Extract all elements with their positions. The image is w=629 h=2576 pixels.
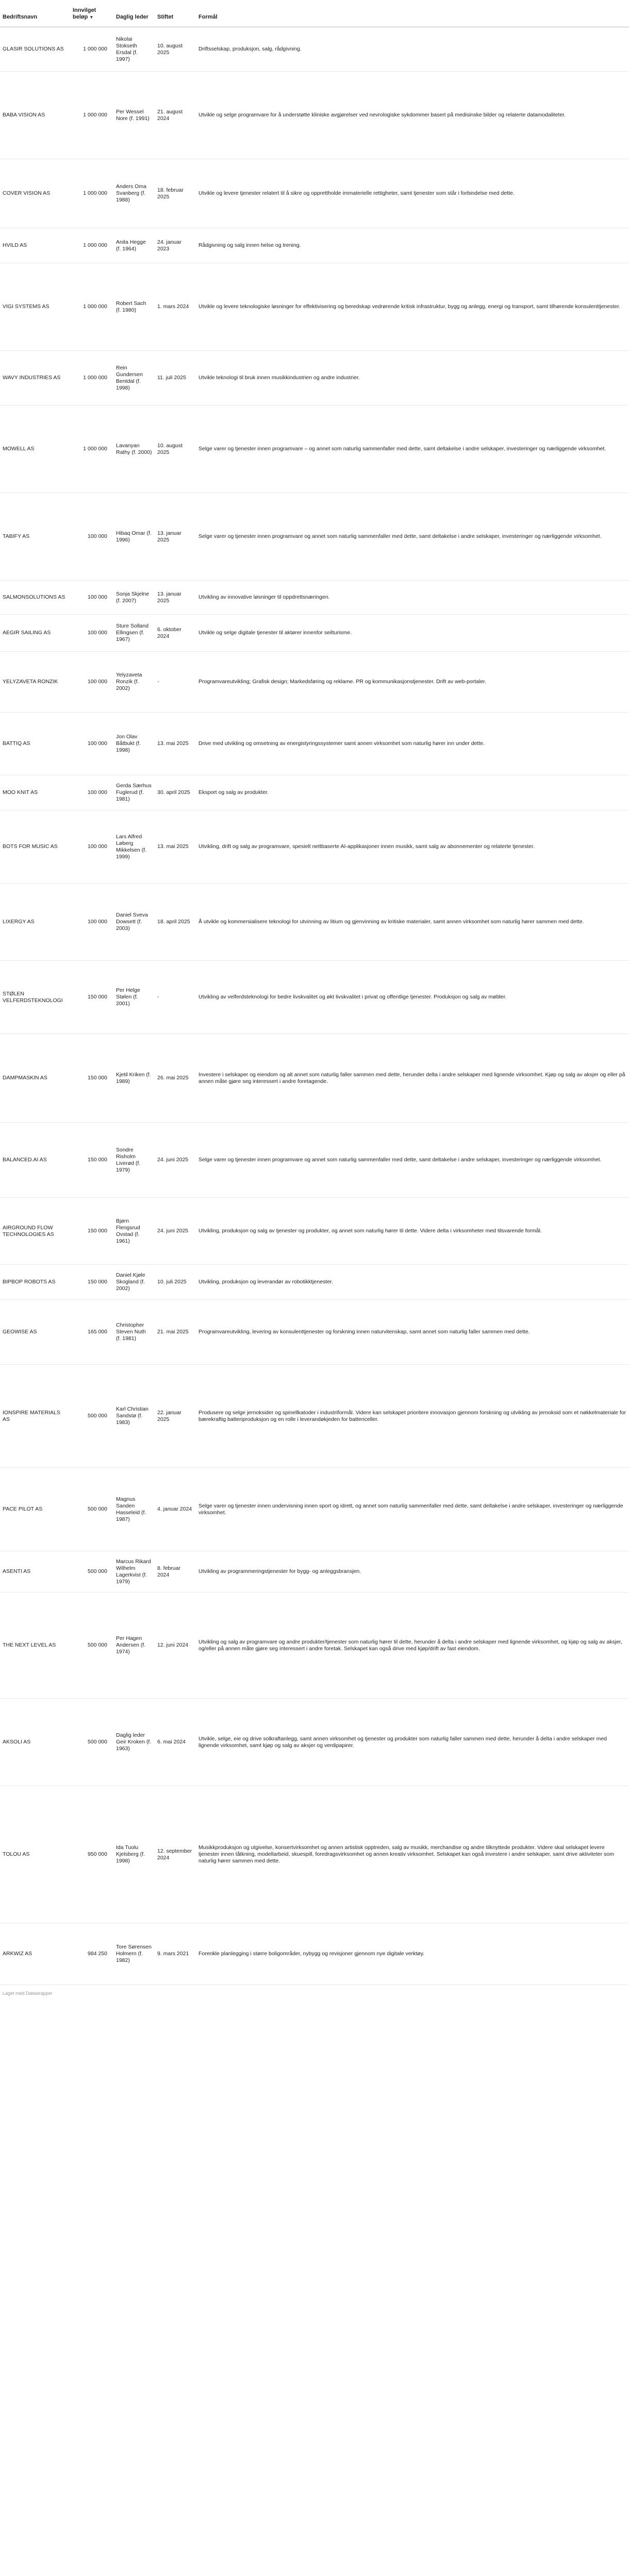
leader-cell: Jon Olav Båtbukt (f. 1998) xyxy=(113,713,155,775)
amount-cell: 1 000 000 xyxy=(70,351,113,405)
leader-cell: Sonja Skjelne (f. 2007) xyxy=(113,581,155,615)
table-row xyxy=(0,1786,629,1923)
purpose-cell: Eksport og salg av produkter. xyxy=(196,775,629,810)
purpose-cell: Utvikle og selge programvare for å understøtte kliniske avgjørelser ved nevrologiske sykdommer basert på medisinske bilder og relaterte datamodaliteter. xyxy=(196,72,629,159)
purpose-cell: Utvikling, drift og salg av programvare, spesielt nettbaserte AI-applikasjoner innen musikk, samt salg av abonnementer og relaterte tjenester. xyxy=(196,810,629,884)
company-name-cell: THE NEXT LEVEL AS xyxy=(0,1592,70,1699)
company-name-cell: BOTS FOR MUSIC AS xyxy=(0,810,70,884)
leader-cell: Marcus Rikard Wilhelm Lagerkvist (f. 1979) xyxy=(113,1551,155,1592)
company-name-cell: BALANCED.AI AS xyxy=(0,1123,70,1198)
founded-cell: 8. februar 2024 xyxy=(155,1551,196,1592)
table-row xyxy=(0,1034,629,1123)
company-name-cell: GLASIR SOLUTIONS AS xyxy=(0,27,70,72)
amount-cell: 100 000 xyxy=(70,493,113,581)
table-row xyxy=(0,713,629,775)
amount-cell: 500 000 xyxy=(70,1699,113,1786)
company-name-cell: COVER VISION AS xyxy=(0,159,70,228)
founded-cell: 24. juni 2025 xyxy=(155,1123,196,1198)
leader-cell: Magnus Sanden Hasseleid (f. 1987) xyxy=(113,1468,155,1551)
founded-cell: 26. mai 2025 xyxy=(155,1034,196,1123)
leader-cell: Daglig leder Geir Kroken (f. 1963) xyxy=(113,1699,155,1786)
table-row xyxy=(0,1265,629,1300)
amount-cell: 500 000 xyxy=(70,1468,113,1551)
leader-cell: Anders Oma Svanberg (f. 1988) xyxy=(113,159,155,228)
company-name-cell: YELYZAVETA RONZIK xyxy=(0,652,70,713)
purpose-cell: Utvikle, selge, eie og drive solkraftanlegg, samt annen virksomhet og tjenester og produkter som naturlig faller sammen med dette, herunder å delta i andre selskaper med lignende virksomhet, samt kjøp og salg av aksjer og verdipapirer. xyxy=(196,1699,629,1786)
purpose-cell: Musikkproduksjon og utgivelse, konsertvirksomhet og annen artistisk opptreden, salg av musikk, merchandise og andre tilknyttede produkter. Videre skal selskapet levere tjenester innen tåtkning, modellarbeid, skuespill, foredragsvirksomhet og annen kreativ virksomhet. Selskapet kan også investere i andre selskaper, samt drive aktiviteter som naturlig hører sammen med dette. xyxy=(196,1786,629,1923)
table-row xyxy=(0,228,629,263)
header-company-name[interactable]: Bedriftsnavn xyxy=(0,0,70,27)
purpose-cell: Investere i selskaper og eiendom og alt annet som naturlig faller sammen med dette, herunder delta i andre selskaper med lignende virksomhet. Kjøp og salg av aksjer og eller på annen måte gjøre seg interessert i andre foretagende. xyxy=(196,1034,629,1123)
founded-cell: 18. april 2025 xyxy=(155,884,196,961)
amount-cell: 1 000 000 xyxy=(70,27,113,72)
company-name-cell: AKSOLI AS xyxy=(0,1699,70,1786)
amount-cell: 150 000 xyxy=(70,1034,113,1123)
purpose-cell: Utvikling, produksjon og leverandør av robotikktjenester. xyxy=(196,1265,629,1300)
purpose-cell: Rådgivning og salg innen helse og trening. xyxy=(196,228,629,263)
company-name-cell: IONSPIRE MATERIALS AS xyxy=(0,1365,70,1468)
amount-cell: 100 000 xyxy=(70,810,113,884)
company-name-cell: AIRGROUND FLOW TECHNOLOGIES AS xyxy=(0,1198,70,1265)
amount-cell: 500 000 xyxy=(70,1551,113,1592)
amount-cell: 150 000 xyxy=(70,961,113,1034)
amount-cell: 100 000 xyxy=(70,581,113,615)
company-name-cell: SALMONSOLUTIONS AS xyxy=(0,581,70,615)
purpose-cell: Utvikle og levere teknologiske løsninger for effektivisering og beredskap vedrørende kritisk infrastruktur, bygg og anlegg, energi og transport, samt tilhørende konsulenttjenester. xyxy=(196,263,629,351)
table-row xyxy=(0,405,629,493)
founded-cell: 1. mars 2024 xyxy=(155,263,196,351)
purpose-cell: Forenkle planlegging i større boligområder, nybygg og revisjoner gjennom nye digitale verktøy. xyxy=(196,1923,629,1985)
founded-cell: - xyxy=(155,961,196,1034)
founded-cell: 21. mai 2025 xyxy=(155,1300,196,1365)
company-name-cell: GEOWISE AS xyxy=(0,1300,70,1365)
founded-cell: 22. januar 2025 xyxy=(155,1365,196,1468)
sort-desc-icon: ▼ xyxy=(89,15,94,20)
company-name-cell: PACE PILOT AS xyxy=(0,1468,70,1551)
amount-cell: 1 000 000 xyxy=(70,72,113,159)
purpose-cell: Selge varer og tjenester innen programvare og annet som naturlig sammenfaller med dette, samt deltakelse i andre selskaper, investeringer og nærliggende virksomhet. xyxy=(196,493,629,581)
leader-cell: Kjetil Kriken (f. 1989) xyxy=(113,1034,155,1123)
founded-cell: 12. juni 2024 xyxy=(155,1592,196,1699)
table-row xyxy=(0,775,629,810)
founded-cell: 13. januar 2025 xyxy=(155,581,196,615)
founded-cell: 11. juli 2025 xyxy=(155,351,196,405)
purpose-cell: Selge varer og tjenester innen programvare og annet som naturlig sammenfaller med dette, samt deltakelse i andre selskaper, investeringer og nærliggende virksomhet. xyxy=(196,1123,629,1198)
leader-cell: Per Wessel Nore (f. 1991) xyxy=(113,72,155,159)
amount-cell: 984 250 xyxy=(70,1923,113,1985)
founded-cell: 6. mai 2024 xyxy=(155,1699,196,1786)
company-name-cell: TABIFY AS xyxy=(0,493,70,581)
purpose-cell: Programvareutvikling, levering av konsulenttjenester og forskning innen naturvitenskap, samt annet som naturlig faller sammen med dette. xyxy=(196,1300,629,1365)
leader-cell: Gerda Særhus Fuglerud (f. 1981) xyxy=(113,775,155,810)
purpose-cell: Utvikle og selge digitale tjenester til aktører innenfor seilturisme. xyxy=(196,615,629,652)
founded-cell: 13. mai 2025 xyxy=(155,713,196,775)
table-row xyxy=(0,27,629,72)
amount-cell: 100 000 xyxy=(70,775,113,810)
amount-cell: 150 000 xyxy=(70,1123,113,1198)
table-row xyxy=(0,1365,629,1468)
purpose-cell: Driftsselskap, produksjon, salg, rådgivning. xyxy=(196,27,629,72)
table-header xyxy=(0,0,629,27)
founded-cell: 4. januar 2024 xyxy=(155,1468,196,1551)
founded-cell: 30. april 2025 xyxy=(155,775,196,810)
purpose-cell: Utvikling av programmeringstjenester for bygg- og anleggsbransjen. xyxy=(196,1551,629,1592)
leader-cell: Anita Hegge (f. 1964) xyxy=(113,228,155,263)
founded-cell: 24. januar 2023 xyxy=(155,228,196,263)
table-row xyxy=(0,1468,629,1551)
company-name-cell: ARKWIZ AS xyxy=(0,1923,70,1985)
founded-cell: 10. august 2025 xyxy=(155,27,196,72)
table-row xyxy=(0,652,629,713)
company-name-cell: ASENTI AS xyxy=(0,1551,70,1592)
table-row xyxy=(0,1592,629,1699)
table-row xyxy=(0,263,629,351)
amount-cell: 100 000 xyxy=(70,884,113,961)
founded-cell: 24. juni 2025 xyxy=(155,1198,196,1265)
purpose-cell: Utvikling av velferdsteknologi for bedre livskvalitet og økt livskvalitet i privat og offentlige tjenester. Produksjon og salg av møbler. xyxy=(196,961,629,1034)
table-row xyxy=(0,961,629,1034)
purpose-cell: Utvikling og salg av programvare og andre produkter/tjenester som naturlig hører til dette, herunder å delta i andre selskaper med lignende virksomhet, og kjøp og salg av aksjer, og/eller på annen måte gjøre seg interessert i andre foretak. Selskapet kan også drive med kjøp/drift av fast eiendom. xyxy=(196,1592,629,1699)
purpose-cell: Selge varer og tjenester innen programvare – og annet som naturlig sammenfaller med dette, samt deltakelse i andre selskaper, investeringer og nærliggende virksomhet. xyxy=(196,405,629,493)
company-name-cell: BABA VISION AS xyxy=(0,72,70,159)
amount-cell: 1 000 000 xyxy=(70,405,113,493)
table-row xyxy=(0,1923,629,1985)
footer-credit: Laget med Datawrapper xyxy=(3,1991,53,1996)
founded-cell: 21. august 2024 xyxy=(155,72,196,159)
amount-cell: 100 000 xyxy=(70,615,113,652)
company-name-cell: HVILD AS xyxy=(0,228,70,263)
amount-cell: 500 000 xyxy=(70,1592,113,1699)
founded-cell: 10. august 2025 xyxy=(155,405,196,493)
leader-cell: Robert Sach (f. 1980) xyxy=(113,263,155,351)
header-purpose[interactable]: Formål xyxy=(196,0,629,27)
leader-cell: Tore Sørensen Holmern (f. 1982) xyxy=(113,1923,155,1985)
table-row xyxy=(0,493,629,581)
company-name-cell: BIPBOP ROBOTS AS xyxy=(0,1265,70,1300)
founded-cell: 9. mars 2021 xyxy=(155,1923,196,1985)
founded-cell: - xyxy=(155,652,196,713)
amount-cell: 150 000 xyxy=(70,1265,113,1300)
leader-cell: Per Helge Stølen (f. 2001) xyxy=(113,961,155,1034)
founded-cell: 10. juli 2025 xyxy=(155,1265,196,1300)
leader-cell: Rein Gundersen Bentdal (f. 1998) xyxy=(113,351,155,405)
purpose-cell: Å utvikle og kommersialisere teknologi for utvinning av litium og gjenvinning av kritiske materialer, samt annen virksomhet som naturlig hører sammen med dette. xyxy=(196,884,629,961)
purpose-cell: Utvikle og levere tjenester relatert til å sikre og opprettholde immaterielle rettigheter, samt tjenester som står i forbindelse med dette. xyxy=(196,159,629,228)
table-body xyxy=(0,27,629,1985)
leader-cell: Christopher Steven Nuth (f. 1981) xyxy=(113,1300,155,1365)
company-name-cell: WAVY INDUSTRIES AS xyxy=(0,351,70,405)
purpose-cell: Selge varer og tjenester innen undervisning innen sport og idrett, og annet som naturlig sammenfaller med dette, samt deltakelse i andre selskaper, investeringer og nærliggende virksomhet. xyxy=(196,1468,629,1551)
founded-cell: 13. januar 2025 xyxy=(155,493,196,581)
table-row xyxy=(0,1123,629,1198)
leader-cell: Hibaq Omar (f. 1996) xyxy=(113,493,155,581)
company-name-cell: MOWELL AS xyxy=(0,405,70,493)
leader-cell: Bjørn Flengsrud Ovstad (f. 1961) xyxy=(113,1198,155,1265)
purpose-cell: Utvikle teknologi til bruk innen musikkindustrien og andre industrier. xyxy=(196,351,629,405)
table-row xyxy=(0,884,629,961)
leader-cell: Karl Christian Sandstø (f. 1983) xyxy=(113,1365,155,1468)
purpose-cell: Utvikling, produksjon og salg av tjenester og produkter, og annet som naturlig hører til dette. Videre delta i virksomheter med tilsvarende formål. xyxy=(196,1198,629,1265)
amount-cell: 950 000 xyxy=(70,1786,113,1923)
table-row xyxy=(0,1551,629,1592)
leader-cell: Daniel Kjøle Skogland (f. 2002) xyxy=(113,1265,155,1300)
leader-cell: Per Hagen Andersen (f. 1974) xyxy=(113,1592,155,1699)
company-name-cell: VIGI SYSTEMS AS xyxy=(0,263,70,351)
amount-cell: 165 000 xyxy=(70,1300,113,1365)
amount-cell: 1 000 000 xyxy=(70,263,113,351)
founded-cell: 18. februar 2025 xyxy=(155,159,196,228)
leader-cell: Sture Solland Ellingsen (f. 1967) xyxy=(113,615,155,652)
amount-cell: 100 000 xyxy=(70,652,113,713)
leader-cell: Lavanyan Rathy (f. 2000) xyxy=(113,405,155,493)
company-name-cell: STØLEN VELFERDSTEKNOLOGI xyxy=(0,961,70,1034)
purpose-cell: Drive med utvikling og omsetning av energistyringssystemer samt annen virksomhet som naturlig hører inn under dette. xyxy=(196,713,629,775)
header-row xyxy=(0,0,629,27)
header-founded[interactable]: Stiftet xyxy=(155,0,196,27)
leader-cell: Daniel Sveva Dowsett (f. 2003) xyxy=(113,884,155,961)
purpose-cell: Utvikling av innovative løsninger til oppdrettsnæringen. xyxy=(196,581,629,615)
header-amount[interactable]: Innvilget beløp ▼ xyxy=(70,0,113,27)
amount-cell: 100 000 xyxy=(70,713,113,775)
amount-cell: 500 000 xyxy=(70,1365,113,1468)
amount-cell: 1 000 000 xyxy=(70,159,113,228)
amount-cell: 150 000 xyxy=(70,1198,113,1265)
founded-cell: 12. september 2024 xyxy=(155,1786,196,1923)
table-row xyxy=(0,1198,629,1265)
company-name-cell: TOLOU AS xyxy=(0,1786,70,1923)
leader-cell: Sondre Risholm Liverød (f. 1979) xyxy=(113,1123,155,1198)
header-leader[interactable]: Daglig leder xyxy=(113,0,155,27)
company-name-cell: DAMPMASKIN AS xyxy=(0,1034,70,1123)
table-row xyxy=(0,1300,629,1365)
table-row xyxy=(0,351,629,405)
leader-cell: Yelyzaveta Ronzik (f. 2002) xyxy=(113,652,155,713)
leader-cell: Nikolai Stokseth Ersdal (f. 1997) xyxy=(113,27,155,72)
leader-cell: Lars Alfred Løberg Mikkelsen (f. 1999) xyxy=(113,810,155,884)
leader-cell: Ida Tuolu Kjelsberg (f. 1998) xyxy=(113,1786,155,1923)
company-name-cell: MOO KNIT AS xyxy=(0,775,70,810)
founded-cell: 6. oktober 2024 xyxy=(155,615,196,652)
table-row xyxy=(0,1699,629,1786)
table-row xyxy=(0,810,629,884)
founded-cell: 13. mai 2025 xyxy=(155,810,196,884)
company-name-cell: BATTIQ AS xyxy=(0,713,70,775)
table-row xyxy=(0,159,629,228)
purpose-cell: Programvareutvikling; Grafisk design; Markedsføring og reklame. PR og kommunikasjonstjenester. Drift av web-portaler. xyxy=(196,652,629,713)
table-row xyxy=(0,581,629,615)
table-row xyxy=(0,615,629,652)
amount-cell: 1 000 000 xyxy=(70,228,113,263)
company-name-cell: LIXERGY AS xyxy=(0,884,70,961)
company-name-cell: AEGIR SAILING AS xyxy=(0,615,70,652)
purpose-cell: Produsere og selge jernoksider og spinellkatoder i industriformål. Videre kan selskapet prioritere innovasjon gjennom forskning og utvikling av jernoksid som et nøkkelmateriale for bærekraftig batteriproduksjon og en rolle i leverandøkjeden for battericeller. xyxy=(196,1365,629,1468)
table-row xyxy=(0,72,629,159)
